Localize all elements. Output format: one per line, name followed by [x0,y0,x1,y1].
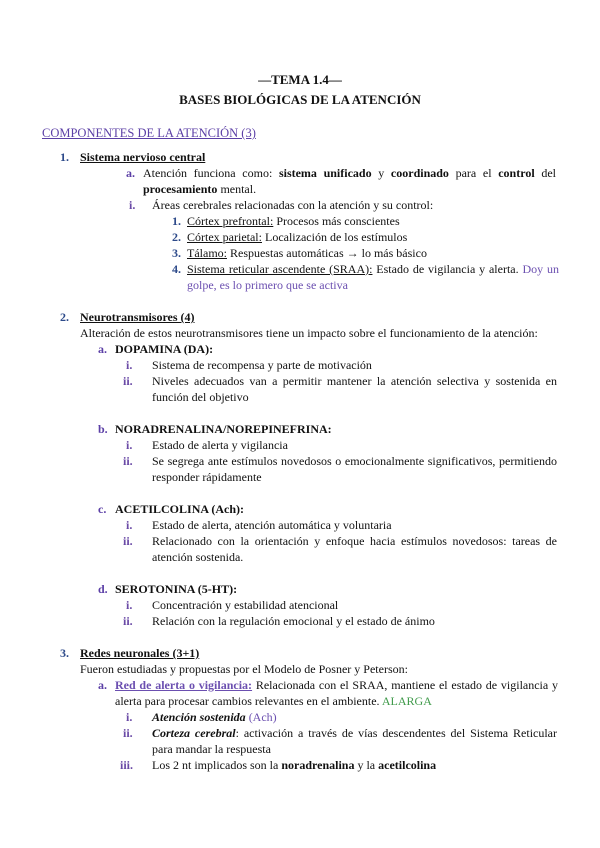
group-name: DOPAMINA (DA): [115,342,214,356]
sistema-i-label: i. [129,198,136,212]
redes-ii-text: Corteza cerebral: activación a través de vías descendentes del Sistema Reticular para mandar la respuesta [152,726,558,756]
group-label: a. [98,342,107,356]
sistema-heading: Sistema nervioso central [80,150,206,164]
redes-iii-label: iii. [120,758,134,772]
title-line-1: —TEMA 1.4— [258,72,342,87]
group-label: b. [98,422,108,436]
area-note: Doy un golpe, es lo primero que se activa [187,262,559,292]
redes-a-label: a. [98,678,107,692]
area-item: Sistema reticular ascendente (SRAA): Estado de vigilancia y alerta. Doy un golpe, es lo primero que se activa [187,262,559,292]
point-label: ii. [123,534,133,548]
section-heading: COMPONENTES DE LA ATENCIÓN (3) [42,126,256,140]
point-text: Concentración y estabilidad atencional [152,598,339,612]
area-number: 4. [172,262,181,276]
area-item: Córtex prefrontal: Procesos más conscientes [187,214,400,228]
redes-i-text: Atención sostenida (Ach) [152,710,277,724]
point-text: Relación con la regulación emocional y el estado de ánimo [152,614,435,628]
title-line-2: BASES BIOLÓGICAS DE LA ATENCIÓN [179,92,421,107]
area-item: Tálamo: Respuestas automáticas → lo más básico [187,246,427,260]
area-item: Córtex parietal: Localización de los estímulos [187,230,408,244]
item-number-1: 1. [60,150,69,164]
neuro-heading: Neurotransmisores (4) [80,310,195,324]
group-name: NORADRENALINA/NOREPINEFRINA: [115,422,332,436]
group-label: c. [98,502,107,516]
point-label: i. [126,358,133,372]
redes-iii-text: Los 2 nt implicados son la noradrenalina y la acetilcolina [152,758,437,772]
point-text: Estado de alerta y vigilancia [152,438,288,452]
item-number-2: 2. [60,310,69,324]
redes-a-text: Red de alerta o vigilancia: Relacionada con el SRAA, mantiene el estado de vigilancia y alerta para procesar cambios relevantes en el ambiente. ALARGA [115,678,558,708]
group-label: d. [98,582,108,596]
area-number: 1. [172,214,181,228]
redes-ii-label: ii. [123,726,133,740]
redes-intro: Fueron estudiadas y propuestas por el Modelo de Posner y Peterson: [80,662,408,676]
redes-i-label: i. [126,710,133,724]
point-text: Niveles adecuados van a permitir mantener la atención selectiva y sostenida en función del objetivo [152,374,557,404]
sistema-i-text: Áreas cerebrales relacionadas con la atención y su control: [152,198,434,212]
point-text: Estado de alerta, atención automática y voluntaria [152,518,392,532]
neuro-intro: Alteración de estos neurotransmisores tiene un impacto sobre el funcionamiento de la atención: [80,326,538,340]
area-number: 2. [172,230,181,244]
point-label: ii. [123,374,133,388]
point-text: Se segrega ante estímulos novedosos o emocionalmente significativos, permitiendo responder rápidamente [152,454,557,484]
point-text: Sistema de recompensa y parte de motivación [152,358,372,372]
group-name: ACETILCOLINA (Ach): [115,502,245,516]
alarga-tag: ALARGA [381,694,432,708]
point-label: i. [126,598,133,612]
point-text: Relacionado con la orientación y enfoque hacia estímulos novedosos: tareas de atención sostenida. [152,534,557,564]
sistema-a-text: Atención funciona como: sistema unificado y coordinado para el control del procesamiento mental. [143,166,556,196]
point-label: ii. [123,614,133,628]
redes-heading: Redes neuronales (3+1) [80,646,200,660]
point-label: ii. [123,454,133,468]
red-alerta-name: Red de alerta o vigilancia: [115,678,253,692]
sistema-a-label: a. [126,166,135,180]
item-number-3: 3. [60,646,69,660]
point-label: i. [126,518,133,532]
point-label: i. [126,438,133,452]
group-name: SEROTONINA (5-HT): [115,582,238,596]
area-number: 3. [172,246,181,260]
